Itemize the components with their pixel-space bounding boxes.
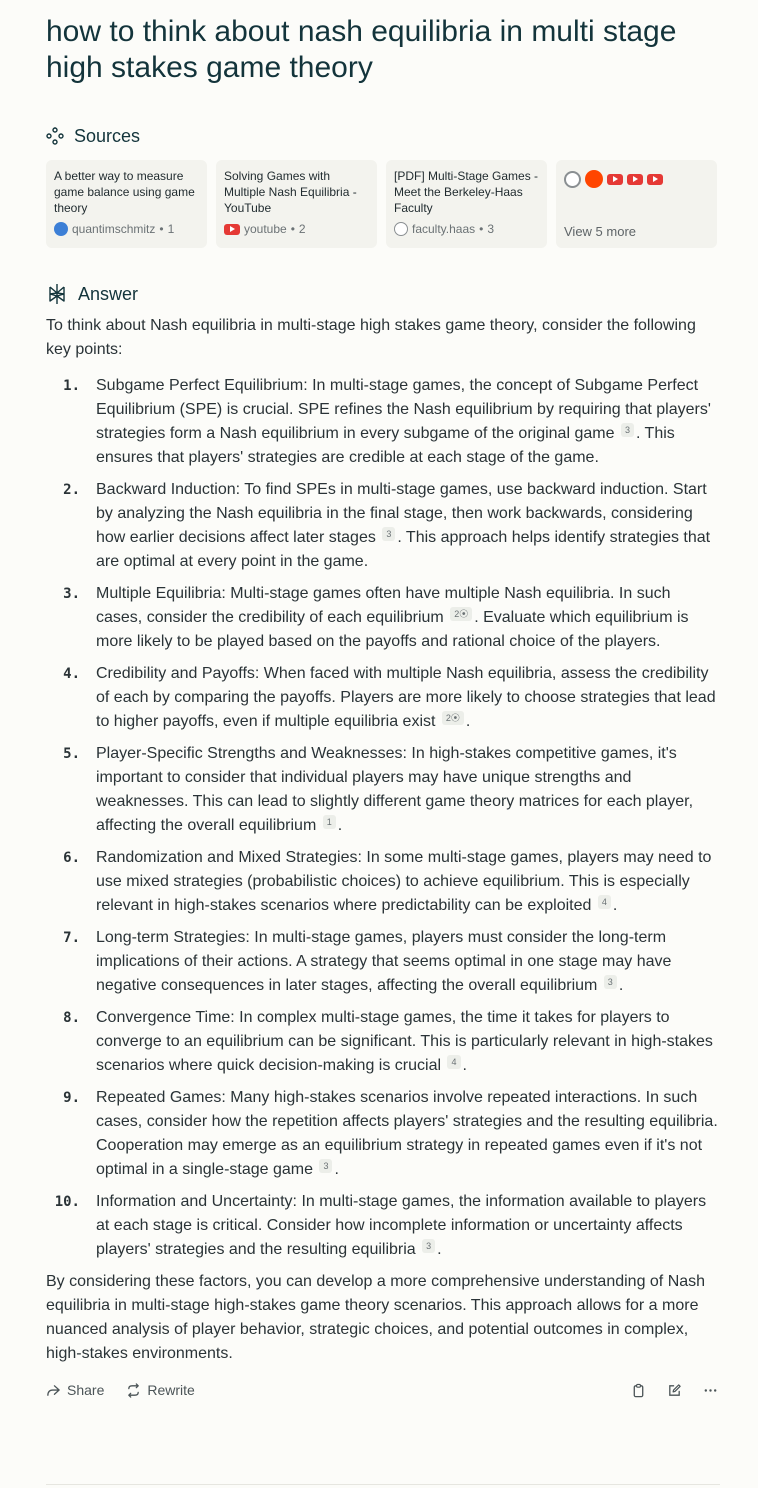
list-number: 1. <box>63 378 80 394</box>
answer-body <box>46 314 720 1366</box>
source-title: A better way to measure game balance using game theory <box>54 169 195 215</box>
list-item: 1. Subgame Perfect Equilibrium: In multi-stage games, the concept of Subgame Perfect Equilibrium (SPE) is crucial. SPE refines the Nash equilibrium by requiring that players' strategies form a Nash equilibrium in every subgame of the original game 3 . This ensures that players' strategies are credible at each stage of the game. <box>46 374 720 470</box>
view-more-card[interactable] <box>556 160 717 248</box>
list-number: 5. <box>63 746 80 762</box>
edit-icon <box>667 1383 682 1398</box>
clipboard-icon <box>631 1383 646 1398</box>
citation-badge[interactable]: 1 <box>323 815 336 829</box>
edit-button[interactable] <box>664 1380 684 1400</box>
source-meta: faculty.haas • 3 <box>394 222 494 236</box>
wordpress-icon <box>564 171 581 188</box>
youtube-icon <box>224 224 240 235</box>
citation-badge[interactable]: 3 <box>621 423 634 437</box>
answer-intro: To think about Nash equilibria in multi-stage high stakes game theory, consider the following key points: <box>46 317 696 358</box>
rewrite-icon <box>126 1383 141 1398</box>
citation-badge[interactable]: 4 <box>447 1055 460 1069</box>
list-item: 2. Backward Induction: To find SPEs in multi-stage games, use backward induction. Start by analyzing the Nash equilibria in the final stage, then work backwards, considering how earlier decisions affect later stages 3 . This approach helps identify strategies that are optimal at every point in the game. <box>46 478 720 574</box>
ellipsis-icon <box>703 1383 718 1398</box>
source-site: quantimschmitz <box>72 222 156 236</box>
rewrite-button[interactable] <box>126 1382 194 1398</box>
list-number: 9. <box>63 1090 80 1106</box>
answer-list <box>46 374 720 1262</box>
youtube-icon <box>607 174 623 185</box>
list-item: 3. Multiple Equilibria: Multi-stage games often have multiple Nash equilibria. In such cases, consider the credibility of each equilibrium 2⦿ . Evaluate which equilibrium is more likely to be played based on the payoffs and rational choice of the players. <box>46 582 720 654</box>
citation-badge[interactable]: 3 <box>604 975 617 989</box>
citation-badge[interactable]: 3 <box>382 527 395 541</box>
divider <box>46 1484 720 1485</box>
answer-heading-label: Answer <box>78 283 139 304</box>
source-index: 2 <box>298 222 306 236</box>
list-number: 4. <box>63 666 80 682</box>
sources-heading <box>46 124 720 148</box>
source-index: 1 <box>167 222 175 236</box>
source-title: [PDF] Multi-Stage Games - Meet the Berkeley-Haas Faculty <box>394 169 539 215</box>
source-site: youtube <box>244 222 287 236</box>
list-number: 8. <box>63 1010 80 1026</box>
sources-row <box>46 160 720 248</box>
share-button[interactable] <box>46 1382 104 1398</box>
list-number: 3. <box>63 586 80 602</box>
sources-heading-label: Sources <box>74 125 141 146</box>
source-meta: quantimschmitz • 1 <box>54 222 174 236</box>
more-options-button[interactable] <box>700 1380 720 1400</box>
answer-actions <box>46 1380 720 1400</box>
source-site: faculty.haas <box>412 222 476 236</box>
list-number: 2. <box>63 482 80 498</box>
citation-badge[interactable]: 3 <box>319 1159 332 1173</box>
list-item: 7. Long-term Strategies: In multi-stage games, players must consider the long-term implications of their actions. A strategy that seems optimal in one stage may have negative consequences in later stages, affecting the overall equilibrium 3 . <box>46 926 720 998</box>
list-item: 10. Information and Uncertainty: In multi-stage games, the information available to players at each stage is critical. Consider how incomplete information or uncertainty affects players' strategies and the resulting equilibria 3 . <box>46 1190 720 1262</box>
youtube-icon <box>627 174 643 185</box>
source-meta: youtube • 2 <box>224 222 306 236</box>
source-card[interactable] <box>386 160 547 248</box>
source-title: Solving Games with Multiple Nash Equilibria - YouTube <box>224 169 357 215</box>
sources-icon <box>46 127 64 145</box>
share-icon <box>46 1383 61 1398</box>
list-item: 5. Player-Specific Strengths and Weaknesses: In high-stakes competitive games, it's important to consider that individual players may have unique strengths and weaknesses. This can lead to slightly different game theory matrices for each player, affecting the overall equilibrium 1 . <box>46 742 720 838</box>
query-title: how to think about nash equilibria in multi stage high stakes game theory <box>46 15 677 84</box>
citation-badge[interactable]: 3 <box>422 1239 435 1253</box>
reddit-icon <box>585 170 603 188</box>
list-item: 9. Repeated Games: Many high-stakes scenarios involve repeated interactions. In such cases, consider how the repetition affects players' strategies and the resulting equilibria. Cooperation may emerge as an equilibrium strategy in repeated games even if it's not optimal in a single-stage game 3 . <box>46 1086 720 1182</box>
youtube-icon <box>647 174 663 185</box>
citation-badge[interactable]: 2⦿ <box>450 607 472 621</box>
quantimschmitz-icon <box>54 222 68 236</box>
citation-badge[interactable]: 2⦿ <box>442 711 464 725</box>
view-more-label: View 5 more <box>564 224 637 239</box>
rewrite-label: Rewrite <box>147 1382 195 1398</box>
list-item: 6. Randomization and Mixed Strategies: In some multi-stage games, players may need to use mixed strategies (probabilistic choices) to achieve equilibrium. This is especially relevant in high-stakes scenarios where predictability can be exploited 4 . <box>46 846 720 918</box>
more-source-icons <box>564 170 709 188</box>
source-index: 3 <box>487 222 495 236</box>
answer-heading <box>46 282 720 306</box>
source-card[interactable] <box>216 160 377 248</box>
copy-button[interactable] <box>628 1380 648 1400</box>
list-item: 4. Credibility and Payoffs: When faced with multiple Nash equilibria, assess the credibility of each by comparing the payoffs. Players are more likely to choose strategies that lead to higher payoffs, even if multiple equilibria exist 2⦿ . <box>46 662 720 734</box>
source-card[interactable] <box>46 160 207 248</box>
citation-badge[interactable]: 4 <box>598 895 611 909</box>
list-item: 8. Convergence Time: In complex multi-stage games, the time it takes for players to converge to an equilibrium can be significant. This is particularly relevant in high-stakes scenarios where quick decision-making is crucial 4 . <box>46 1006 720 1078</box>
answer-logo-icon <box>46 283 68 305</box>
globe-icon <box>394 222 408 236</box>
list-number: 10. <box>54 1194 80 1210</box>
answer-conclusion: By considering these factors, you can develop a more comprehensive understanding of Nash equilibria in multi-stage high-stakes game theory scenarios. This approach allows for a more nuanced analysis of player behavior, strategic choices, and potential outcomes in complex, high-stakes environments. <box>46 1273 706 1362</box>
list-number: 6. <box>63 850 80 866</box>
list-number: 7. <box>63 930 80 946</box>
share-label: Share <box>67 1382 105 1398</box>
